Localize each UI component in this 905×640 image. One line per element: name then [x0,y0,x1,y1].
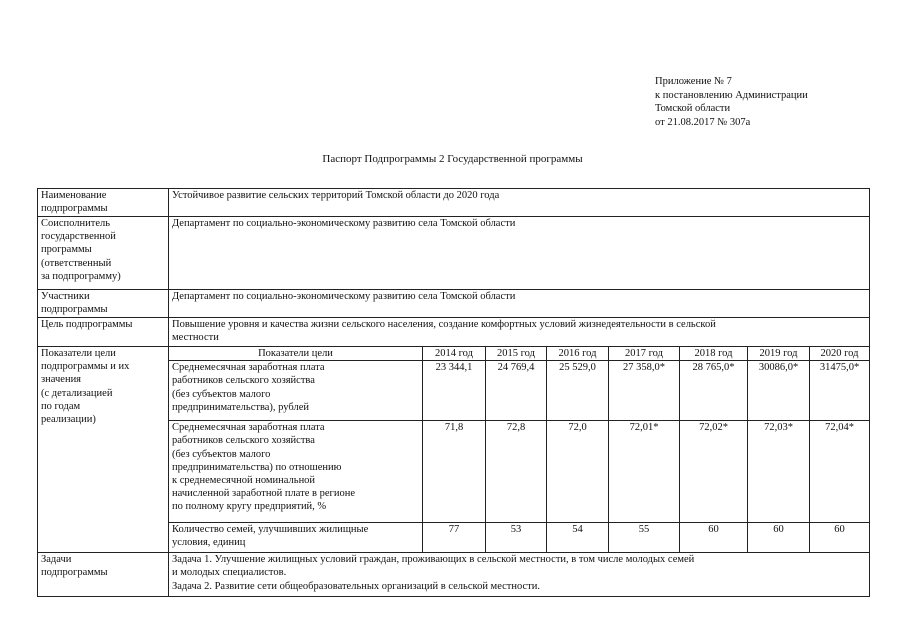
value-cell [169,290,870,318]
label-line: значения [41,374,82,386]
year-header: 2016 год [547,347,609,361]
indicator-name-line: предпринимательства) по отношению [172,461,342,473]
value-cell [169,553,870,597]
indicator-value: 72,04* [810,421,870,523]
indicator-value: 72,03* [748,421,810,523]
label-cell [38,290,169,318]
indicator-value: 28 765,0* [680,361,748,421]
indicator-name-line: предпринимательства), рублей [172,401,309,413]
appendix-line: от 21.08.2017 № 307а [655,116,751,128]
appendix-line: Приложение № 7 [655,76,732,87]
label-line: государственной [41,231,116,243]
value-cell [169,217,870,290]
label-line: реализации) [41,414,96,426]
label-line: Показатели цели [41,348,116,359]
label-line: Цель подпрограммы [41,319,133,330]
label-line: подпрограммы [41,203,108,215]
passport-table [37,188,870,597]
indicator-value: 72,8 [486,421,547,523]
year-header: 2020 год [810,347,870,361]
label-cell [38,553,169,597]
indicator-name-line: Среднемесячная заработная плата [172,422,325,434]
label-line: за подпрограмму) [41,270,121,282]
task-line: Задача 1. Улучшение жилищных условий граждан, проживающих в сельской местности, в том числе молодых семей [172,554,695,566]
indicator-header: Показатели цели [169,347,423,361]
label-line: (ответственный [41,257,112,269]
indicator-value: 24 769,4 [486,361,547,421]
label-line: подпрограммы [41,567,108,579]
appendix-line: Томской области [655,103,731,114]
indicator-value: 25 529,0 [547,361,609,421]
document-title: Паспорт Подпрограммы 2 Государственной программы [322,153,583,165]
row-coexecutor [38,217,870,290]
indicator-value: 60 [748,523,810,553]
label-cell [38,217,169,290]
indicator-value: 31475,0* [810,361,870,421]
indicator-name-line: работников сельского хозяйства [172,435,315,447]
label-line: Задачи [41,554,72,566]
value-cell [169,318,870,347]
indicator-name-cell [169,421,423,523]
row-name [38,189,870,217]
value-cell [169,189,870,217]
label-line: Соисполнитель [41,218,111,229]
indicator-value: 30086,0* [748,361,810,421]
value-line: Повышение уровня и качества жизни сельского населения, создание комфортных условий жизнедеятельности в сельской [172,319,716,330]
value-line: местности [172,332,219,344]
task-line: и молодых специалистов. [172,567,287,579]
indicator-name-line: (без субъектов малого [172,388,271,400]
row-goal [38,318,870,347]
label-line: по годам [41,400,81,412]
label-cell [38,318,169,347]
indicator-name-line: работников сельского хозяйства [172,375,315,387]
indicator-value: 77 [423,523,486,553]
indicator-value: 55 [609,523,680,553]
year-header: 2015 год [486,347,547,361]
indicator-name-line: Среднемесячная заработная плата [172,362,325,374]
indicator-value: 72,02* [680,421,748,523]
indicator-value: 71,8 [423,421,486,523]
indicator-value: 53 [486,523,547,553]
value-text: Департамент по социально-экономическому развитию села Томской области [172,291,516,302]
year-header: 2019 год [748,347,810,361]
indicator-value: 27 358,0* [609,361,680,421]
year-header: 2014 год [423,347,486,361]
indicator-value: 60 [810,523,870,553]
row-tasks [38,553,870,597]
year-header: 2017 год [609,347,680,361]
indicator-name-line: к среднемесячной номинальной [172,475,316,487]
indicator-value: 72,01* [609,421,680,523]
label-line: Участники [41,291,90,302]
label-line: подпрограммы и их [41,361,130,373]
task-line: Задача 2. Развитие сети общеобразовательных организаций в сельской местности. [172,580,540,592]
year-header: 2018 год [680,347,748,361]
value-text: Устойчивое развитие сельских территорий Томской области до 2020 года [172,190,500,201]
indicator-name-line: (без субъектов малого [172,448,271,460]
indicator-name-cell [169,361,423,421]
appendix-line: к постановлению Администрации [655,89,808,101]
indicators-header-row [38,347,870,361]
label-cell [38,189,169,217]
indicator-name-line: начисленной заработной плате в регионе [172,488,355,500]
indicator-value: 54 [547,523,609,553]
label-line: подпрограммы [41,304,108,316]
indicator-name-cell [169,523,423,553]
indicator-name-line: условия, единиц [172,537,246,549]
indicator-name-line: по полному кругу предприятий, % [172,501,327,513]
label-line: (с детализацией [41,387,113,399]
indicator-value: 72,0 [547,421,609,523]
row-participants [38,290,870,318]
indicator-value: 60 [680,523,748,553]
indicator-name-line: Количество семей, улучшивших жилищные [172,524,369,536]
indicator-value: 23 344,1 [423,361,486,421]
label-cell [38,347,169,553]
appendix-block [655,75,895,129]
label-line: программы [41,244,92,256]
label-line: Наименование [41,190,107,201]
value-text: Департамент по социально-экономическому развитию села Томской области [172,218,516,229]
